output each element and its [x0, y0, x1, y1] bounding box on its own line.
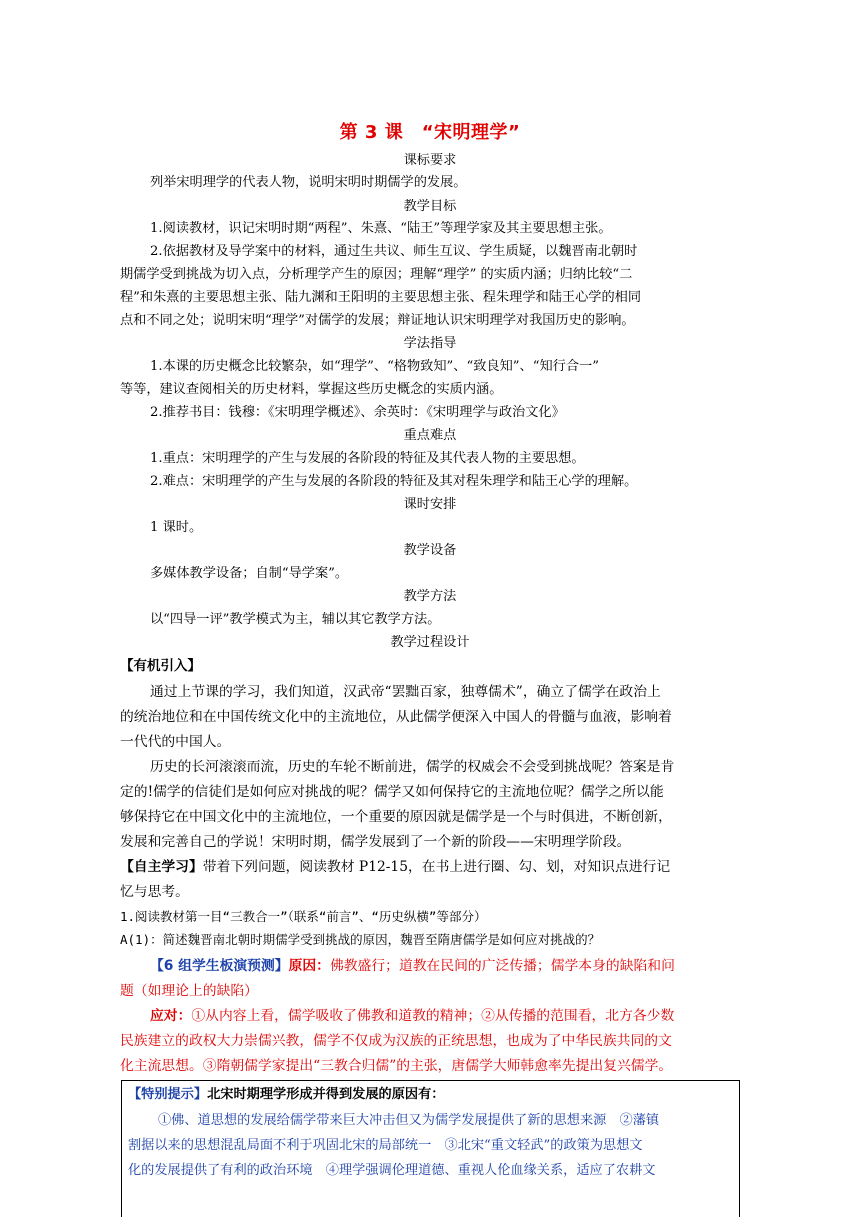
answer-text: 题（如理论上的缺陷）	[120, 983, 258, 999]
self-study-line	[120, 855, 740, 879]
paragraph: 期儒学受到挑战为切入点，分析理学产生的原因；理解“理学” 的实质内涵；归纳比较“二	[120, 267, 633, 282]
section-heading: 教学设备	[403, 543, 457, 558]
tip-heading: 北宋时期理学形成并得到发展的原因有：	[207, 1087, 445, 1102]
paragraph: 发展和完善自己的学说！宋明时期，儒学发展到了一个新的阶段——宋明理学阶段。	[120, 834, 631, 850]
paragraph: 程”和朱熹的主要思想主张、陆九渊和王阳明的主要思想主张、程朱理学和陆王心学的相同	[120, 290, 642, 305]
paragraph: 够保持它在中国文化中的主流地位，一个重要的原因就是儒学是一个与时俱进，不断创新，	[120, 809, 672, 825]
section-heading: 学法指导	[403, 336, 457, 351]
paragraph: 列举宋明理学的代表人物，说明宋明时期儒学的发展。	[150, 175, 467, 190]
tip-label: 【特别提示】	[128, 1087, 208, 1102]
answer-text: 化主流思想。③隋朝儒学家提出“三教合归儒”的主张，唐儒学大师韩愈率先提出复兴儒学。	[120, 1054, 740, 1078]
reason-label: 原因：	[288, 958, 330, 974]
lesson-title: 第 3 课 “宋明理学”	[339, 122, 521, 143]
paragraph: 忆与思考。	[120, 884, 189, 900]
tip-text: ①佛、道思想的发展给儒学带来巨大冲击但又为儒学发展提供了新的思想来源 ②藩镇	[158, 1113, 660, 1128]
response-text: ①从内容上看，儒学吸收了佛教和道教的精神；②从传播的范围看，北方各少数	[191, 1008, 675, 1024]
question-text: A(1)：简述魏晋南北朝时期儒学受到挑战的原因，魏晋至隋唐儒学是如何应对挑战的？	[120, 932, 601, 947]
section-heading: 课标要求	[403, 153, 457, 168]
paragraph: 定的!儒学的信徒们是如何应对挑战的呢？儒学又如何保持它的主流地位呢？儒学之所以能	[120, 784, 664, 800]
paragraph: 一代代的中国人。	[120, 734, 231, 750]
group-forecast-label: 【6 组学生板演预测】	[150, 958, 289, 974]
section-label-intro: 【有机引入】	[120, 658, 201, 674]
reason-text: 佛教盛行；道教在民间的广泛传播；儒学本身的缺陷和问	[329, 958, 675, 974]
self-study-text: 带着下列问题，阅读教材 P12-15，在书上进行圈、勾、划，对知识点进行记	[202, 859, 671, 875]
tip-text: 割据以来的思想混乱局面不利于巩固北宋的局部统一 ③北宋“重文轻武”的政策为思想文	[128, 1138, 643, 1153]
section-heading: 课时安排	[403, 497, 457, 512]
answer-text: 民族建立的政权大力崇儒兴教，儒学不仅成为汉族的正统思想，也成为了中华民族共同的文	[120, 1029, 740, 1053]
paragraph: 通过上节课的学习，我们知道，汉武帝“罢黜百家，独尊儒术”，确立了儒学在政治上	[150, 684, 661, 700]
question-heading: 1.阅读教材第一目“三教合一”（联系“前言”、“历史纵横”等部分）	[120, 909, 487, 924]
paragraph: 1.阅读教材，识记宋明时期“两程”、朱熹、“陆王”等理学家及其主要思想主张。	[150, 221, 612, 236]
paragraph: 多媒体教学设备；自制“导学案”。	[150, 566, 349, 581]
paragraph: 1 课时。	[150, 520, 203, 535]
section-heading: 教学方法	[403, 589, 457, 604]
paragraph: 1.本课的历史概念比较繁杂，如“理学”、“格物致知”、“致良知”、“知行合一”	[150, 359, 599, 374]
answer-response-line	[150, 1004, 770, 1028]
section-label-self-study: 【自主学习】	[120, 859, 203, 875]
answer-reason-line	[150, 954, 770, 978]
section-heading: 教学目标	[403, 199, 457, 214]
paragraph: 以“四导一评”教学模式为主，辅以其它教学方法。	[150, 612, 441, 627]
paragraph: 点和不同之处；说明宋明“理学”对儒学的发展；辩证地认识宋明理学对我国历史的影响。	[120, 313, 635, 328]
section-heading: 教学过程设计	[390, 635, 470, 650]
paragraph: 1.重点：宋明理学的产生与发展的各阶段的特征及其代表人物的主要思想。	[150, 451, 585, 466]
tip-text: 化的发展提供了有利的政治环境 ④理学强调伦理道德、重视人伦血缘关系，适应了农耕文	[128, 1163, 656, 1178]
paragraph: 历史的长河滚滚而流，历史的车轮不断前进，儒学的权威会不会受到挑战呢？答案是肯	[150, 759, 675, 775]
tip-heading-line	[128, 1084, 736, 1106]
paragraph: 2.难点：宋明理学的产生与发展的各阶段的特征及其对程朱理学和陆王心学的理解。	[150, 474, 638, 489]
paragraph: 的统治地位和在中国传统文化中的主流地位，从此儒学便深入中国人的骨髓与血液，影响着	[120, 709, 672, 725]
paragraph: 2.依据教材及导学案中的材料，通过生共议、师生互议、学生质疑，以魏晋南北朝时	[150, 244, 638, 259]
paragraph: 等等，建议查阅相关的历史材料，掌握这些历史概念的实质内涵。	[120, 382, 503, 397]
section-heading: 重点难点	[403, 428, 457, 443]
response-label: 应对：	[150, 1008, 192, 1024]
paragraph: 2.推荐书目：钱穆：《宋明理学概述》、余英时：《宋明理学与政治文化》	[150, 405, 565, 420]
